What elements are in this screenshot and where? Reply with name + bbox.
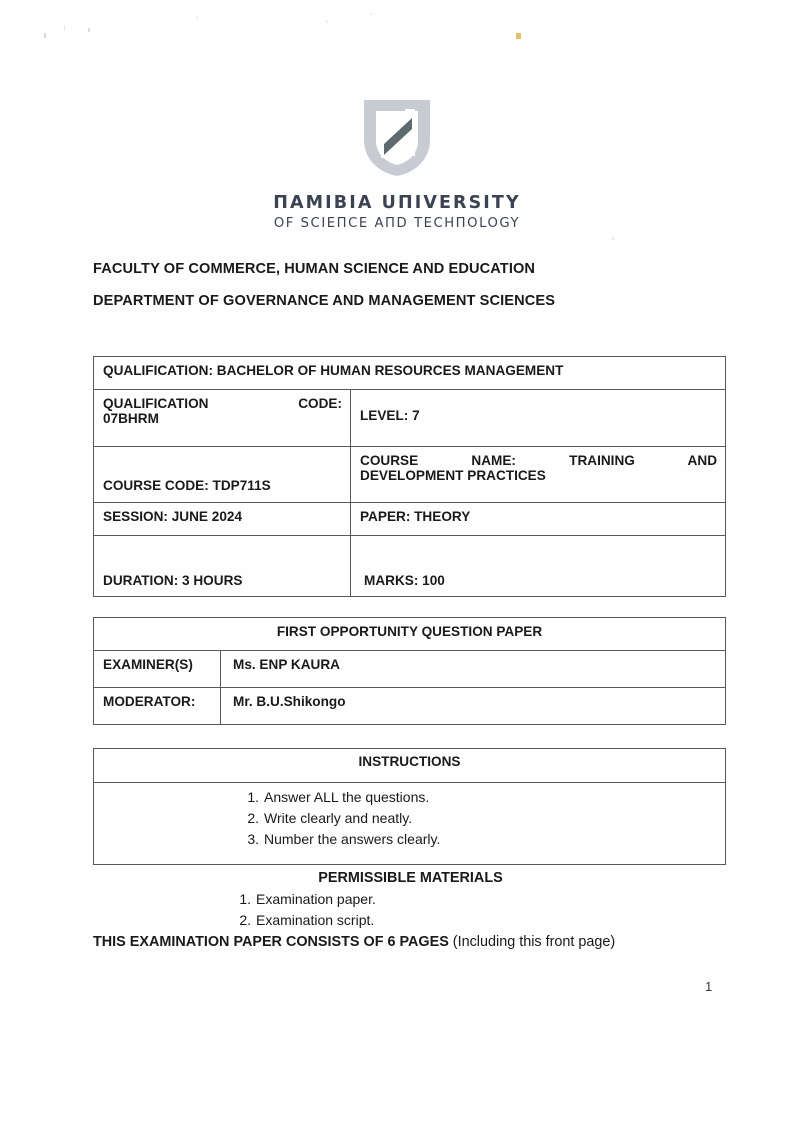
table-row bbox=[94, 357, 726, 390]
list-item-text: Examination paper. bbox=[256, 891, 376, 907]
wordmark-line-2: OF SCIEΠCE AΠD TECHΠOLOGY bbox=[273, 216, 521, 232]
scan-speck bbox=[44, 33, 46, 38]
table-row bbox=[94, 503, 726, 536]
level-cell: LEVEL: 7 bbox=[351, 390, 726, 447]
paper-cell: PAPER: THEORY bbox=[351, 503, 726, 536]
list-item bbox=[94, 829, 725, 850]
scan-speck bbox=[196, 16, 198, 19]
department-heading: DEPARTMENT OF GOVERNANCE AND MANAGEMENT SCIENCES bbox=[93, 293, 556, 309]
list-item-text: Write clearly and neatly. bbox=[264, 809, 413, 826]
permissible-materials-list bbox=[93, 889, 725, 931]
instructions-heading: INSTRUCTIONS bbox=[94, 749, 726, 783]
list-item bbox=[94, 808, 725, 829]
course-name-cell bbox=[351, 447, 726, 503]
scan-speck bbox=[64, 25, 65, 31]
qualification-code-value: 07BHRM bbox=[103, 411, 159, 426]
list-item-number: 2. bbox=[239, 911, 251, 928]
instructions-table bbox=[93, 748, 726, 865]
faculty-heading: FACULTY OF COMMERCE, HUMAN SCIENCE AND EDUCATION bbox=[93, 261, 536, 277]
qualification-cell: QUALIFICATION: BACHELOR OF HUMAN RESOURCES MANAGEMENT bbox=[94, 357, 726, 390]
page-number: 1 bbox=[705, 979, 713, 994]
scan-speck bbox=[516, 33, 521, 39]
examiner-table bbox=[93, 617, 726, 725]
list-item-text: Examination script. bbox=[256, 911, 375, 928]
table-row bbox=[94, 688, 726, 725]
list-item bbox=[93, 889, 725, 910]
list-item-number: 1. bbox=[247, 789, 259, 805]
table-row bbox=[94, 749, 726, 783]
course-name-value: DEVELOPMENT PRACTICES bbox=[360, 468, 546, 483]
list-item-text: Number the answers clearly. bbox=[264, 830, 441, 847]
scan-speck bbox=[612, 237, 614, 240]
qualification-table bbox=[93, 356, 726, 597]
scan-speck bbox=[326, 20, 328, 23]
page-count-statement bbox=[93, 932, 733, 953]
list-item bbox=[94, 787, 725, 808]
table-row bbox=[94, 536, 726, 597]
qualification-code-cell bbox=[94, 390, 351, 447]
marks-cell: MARKS: 100 bbox=[351, 536, 726, 597]
examiner-value-cell: Ms. ENP KAURA bbox=[221, 651, 726, 688]
list-item bbox=[93, 910, 725, 931]
duration-cell: DURATION: 3 HOURS bbox=[94, 536, 351, 597]
wordmark-line-1: ΠAMIBIA UΠIVERSITY bbox=[273, 193, 521, 213]
session-cell: SESSION: JUNE 2024 bbox=[94, 503, 351, 536]
instructions-body bbox=[94, 783, 726, 865]
list-item-text: Answer ALL the questions. bbox=[264, 789, 430, 805]
course-code-cell: COURSE CODE: TDP711S bbox=[94, 447, 351, 503]
list-item-number: 1. bbox=[239, 891, 251, 907]
table-row bbox=[94, 390, 726, 447]
nust-shield-icon bbox=[359, 96, 435, 180]
scan-speck bbox=[370, 13, 372, 15]
table-row bbox=[94, 447, 726, 503]
instructions-list bbox=[94, 787, 725, 849]
page-count-regular: (Including this front page) bbox=[448, 934, 616, 950]
course-name-label: COURSE NAME: TRAINING AND bbox=[360, 453, 718, 468]
university-logo bbox=[0, 96, 794, 232]
list-item-number: 2. bbox=[247, 809, 259, 826]
table-row bbox=[94, 783, 726, 865]
table-row bbox=[94, 618, 726, 651]
list-item-number: 3. bbox=[247, 830, 259, 847]
moderator-value-cell: Mr. B.U.Shikongo bbox=[221, 688, 726, 725]
scan-speck bbox=[88, 28, 90, 32]
permissible-materials-section bbox=[93, 868, 725, 931]
table-row bbox=[94, 651, 726, 688]
qualification-code-label: QUALIFICATION CODE: bbox=[103, 396, 342, 411]
permissible-materials-heading: PERMISSIBLE MATERIALS bbox=[318, 870, 503, 886]
page-count-strong: THIS EXAMINATION PAPER CONSISTS OF 6 PAGES bbox=[93, 934, 449, 950]
moderator-label-cell: MODERATOR: bbox=[94, 688, 221, 725]
examiner-label-cell: EXAMINER(S) bbox=[94, 651, 221, 688]
opportunity-cell: FIRST OPPORTUNITY QUESTION PAPER bbox=[94, 618, 726, 651]
